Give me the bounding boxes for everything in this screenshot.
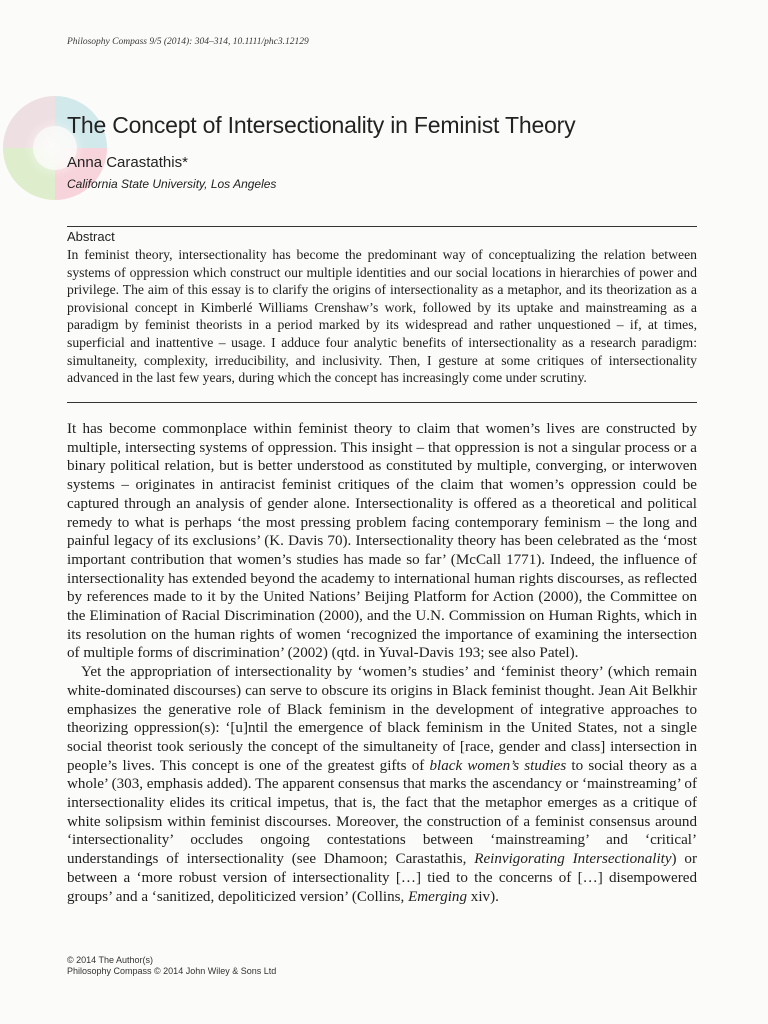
body-paragraph-2-part-c: ) or between a ‘more robust version of intersectionality […] tied to the concerns of […] disempowered groups’ and a ‘sanitized, depoliticized version’ (Collins, (67, 851, 698, 905)
citation-title-emerging: Emerging (408, 888, 468, 905)
author-name: Anna Carastathis* (67, 154, 188, 171)
body-paragraph-2-part-a: Yet the appropriation of intersectionality by ‘women’s studies’ and ‘feminist theory’ (which remain white-dominated discourses) can serve to obscure its origins in Black feminist thought. Jean Ait Belkhir emphasizes the generative role of Black feminism in the development of integrative approaches to theorizing oppression(s): ‘[u]ntil the emergence of black feminism in the United States, not a single social theorist took seriously the concept of the simultaneity of [race, gender and class] intersection in people’s lives. This concept is one of the greatest gifts of (67, 664, 697, 774)
author-affiliation: California State University, Los Angeles (67, 177, 277, 191)
body-paragraph-1: It has become commonplace within feminist theory to claim that women’s lives are constructed by multiple, intersecting systems of oppression. This insight – that oppression is not a singular process or a binary political relation, but is better understood as constituted by multiple, converging, or interwoven systems – originates in antiracist feminist critiques of the claim that women’s oppression could be captured through an analysis of gender alone. Intersectionality is offered as a theoretical and political remedy to what is perhaps ‘the most pressing problem facing contemporary feminism – the long and painful legacy of its exclusions’ (K. Davis 70). Intersectionality theory has been celebrated as the ‘most important contribution that women’s studies has made so far’ (McCall 1771). Indeed, the influence of intersectionality has extended beyond the academy to international human rights discourses, as reflected by references made to it by the United Nations’ Beijing Platform for Action (2000), the Committee on the Elimination of Racial Discrimination (2000), and the U.N. Commission on Human Rights, which in its resolution on the human rights of women ‘recognized the importance of examining the intersection of multiple forms of discrimination’ (2002) (qtd. in Yuval-Davis 193; see also Patel). (67, 421, 697, 662)
footer-copyright-publisher: Philosophy Compass © 2014 John Wiley & Sons Ltd (67, 966, 277, 976)
abstract-heading: Abstract (67, 229, 115, 244)
body-paragraph-2-part-b: to social theory as a whole’ (303, emphasis added). The apparent consensus that marks the ascendancy or ‘mainstreaming’ of intersectionality elides its critical impetus, that is, the fact that the metaphor emerges as a critique of white solipsism within feminist discourses. Moreover, the construction of a feminist consensus around ‘intersectionality’ occludes ongoing contestations between ‘mainstreaming’ and ‘critical’ understandings of intersectionality (see Dhamoon; Carastathis, (67, 757, 697, 868)
body-paragraph-2 (67, 663, 697, 906)
journal-reference: Philosophy Compass 9/5 (2014): 304–314, 10.1111/phc3.12129 (67, 37, 309, 47)
article-body (67, 420, 697, 906)
article-title: The Concept of Intersectionality in Feminist Theory (67, 112, 576, 138)
footer-copyright-author: © 2014 The Author(s) (67, 955, 154, 965)
body-paragraph-2-part-d: xiv). (467, 888, 499, 905)
abstract-top-rule (67, 226, 697, 227)
abstract-text: In feminist theory, intersectionality has become the predominant way of conceptualizing the relation between systems of oppression which construct our multiple identities and our social locations in hierarchies of power and privilege. The aim of this essay is to clarify the origins of intersectionality as a metaphor, and its theorization as a provisional concept in Kimberlé Williams Crenshaw’s work, followed by its uptake and mainstreaming as a paradigm by feminist theorists in a period marked by its widespread and rather unquestioned – if, at times, superficial and inattentive – usage. I adduce four analytic benefits of intersectionality as a research paradigm: simultaneity, complexity, irreducibility, and inclusivity. Then, I gesture at some critiques of intersectionality advanced in the last few years, during which the concept has increasingly come under scrutiny. (67, 247, 697, 386)
page-footer (67, 955, 276, 977)
abstract-bottom-rule (67, 402, 697, 403)
citation-title-reinvigorating: Reinvigorating Intersectionality (474, 851, 672, 868)
emphasis-black-womens-studies: black women’s studies (429, 757, 567, 774)
